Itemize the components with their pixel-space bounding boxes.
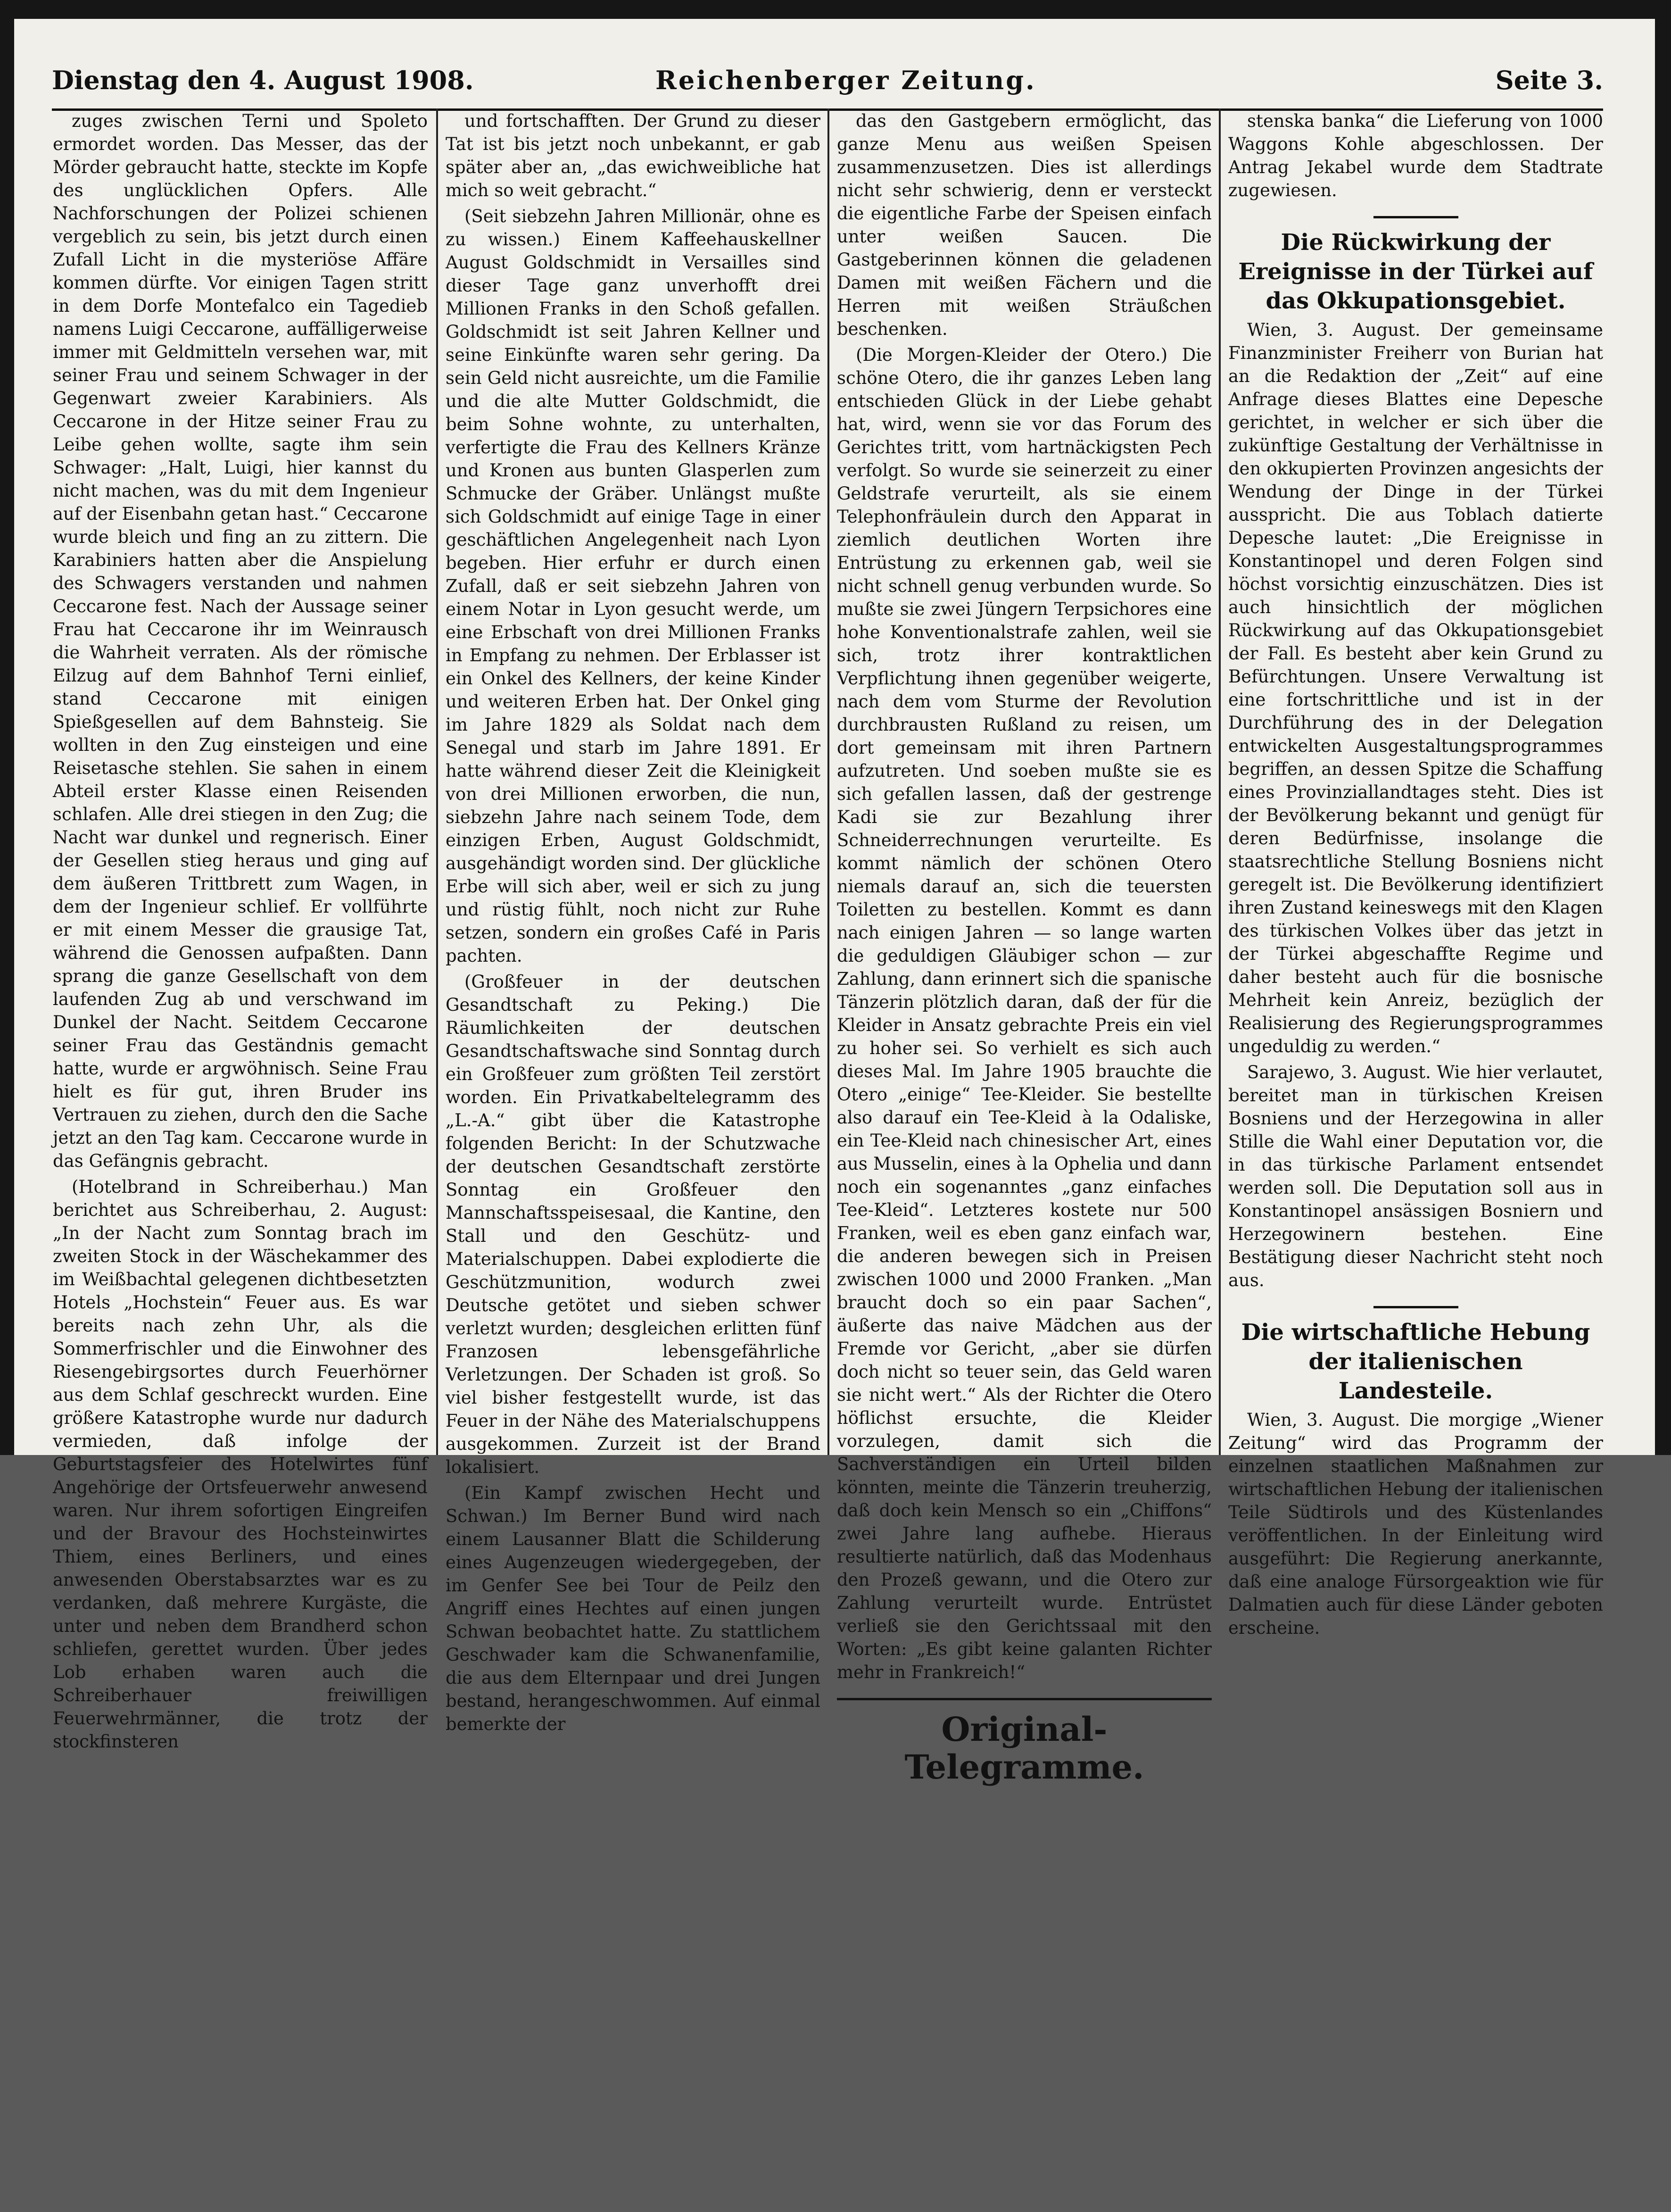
divider [1373, 216, 1458, 218]
article-paragraph: das den Gastgebern ermöglicht, das ganze Menu aus weißen Speisen zusammenzusetzen. Dies ist allerdings nicht sehr schwierig, denn er versteckt die eigentliche Farbe der Speisen einfach unter weißen Saucen. Die Gastgeberinnen können die geladenen Damen mit weißen Fächern und die Herren mit weißen Sträußchen beschenken. [837, 111, 1212, 339]
article-paragraph: (Hotelbrand in Schreiberhau.) Man berichtet aus Schreiberhau, 2. August: „In der Nacht zum Sonntag brach im zweiten Stock in der Wäschekammer des im Weißbachtal gelegenen dichtbesetzten Hotels „Hochstein“ Feuer aus. Es war bereits nach zehn Uhr, als die Sommerfrischler und die Einwohner des Riesengebirgsortes durch Feuerhörner aus dem Schlaf geschreckt wurden. Eine größere Katastrophe wurde nur dadurch vermieden, daß infolge der Geburtstagsfeier des Hotelwirtes fünf Angehörige der Ortsfeuerwehr anwesend waren. Nur ihrem sofortigen Eingreifen und der Bravour des Hochsteinwirtes Thiem, eines Berliners, und eines anwesenden Oberstabsarztes war es zu verdanken, daß mehrere Kurgäste, die unter und neben dem Brandherd schon schliefen, gerettet wurden. Über jedes Lob erhaben waren auch die Schreiberhauer freiwilligen Feuerwehrmänner, die trotz der stockfinsteren [53, 1177, 428, 1752]
article-paragraph: Wien, 3. August. Die morgige „Wiener Zeitung“ wird das Programm der einzelnen staatlichen Maßnahmen zur wirtschaftlichen Hebung der italienischen Teile Südtirols und des Küstenlandes veröffentlichen. In der Einleitung wird ausgeführt: Die Regierung anerkannte, daß eine analoge Fürsorgeaktion wie für Dalmatien auch für diese Länder geboten erscheine. [1228, 1410, 1603, 1638]
page-header [52, 57, 1603, 111]
article-paragraph: (Großfeuer in der deutschen Gesandtschaft zu Peking.) Die Räumlichkeiten der deutschen Gesandtschaftswache sind Sonntag durch ein Großfeuer zum größten Teil zerstört worden. Ein Privatkabeltelegramm des „L.-A.“ gibt über die Katastrophe folgenden Bericht: In der Schutzwache der deutschen Gesandtschaft zerstörte Sonntag ein Großfeuer den Mannschaftsspeisesaal, die Kantine, den Stall und den Geschütz- und Materialschuppen. Dabei explodierte die Geschützmunition, wodurch zwei Deutsche getötet und sieben schwer verletzt wurden; desgleichen erlitten fünf Franzosen lebensgefährliche Verletzungen. Der Schaden ist groß. So viel bisher festgestellt wurde, ist das Feuer in der Nähe des Materialschuppens ausgekommen. Zurzeit ist der Brand lokalisiert. [446, 972, 820, 1477]
section-heading-telegrams: Original-Telegramme. [837, 1698, 1212, 1786]
column-rule [436, 108, 438, 1455]
article-paragraph: Wien, 3. August. Der gemeinsame Finanzminister Freiherr von Burian hat an die Redaktion der „Zeit“ auf eine Anfrage dieses Blattes eine Depesche gerichtet, in welcher er sich über die zukünftige Gestaltung der Verhältnisse in den okkupierten Provinzen angesichts der Wendung der Dinge in der Türkei ausspricht. Die aus Toblach datierte Depesche lautet: „Die Ereignisse in Konstantinopel und deren Folgen sind höchst vorsichtig einzuschätzen. Dies ist auch hinsichtlich der möglichen Rückwirkung auf das Okkupationsgebiet der Fall. Es besteht aber kein Grund zu Befürchtungen. Unsere Verwaltung ist eine fortschrittliche und ist in der Durchführung des in der Delegation entwickelten Ausgestaltungsprogrammes begriffen, an dessen Spitze die Schaffung eines Provinziallandtages steht. Dies ist der Bevölkerung bekannt und genügt für deren Bedürfnisse, insolange die staatsrechtliche Stellung Bosniens nicht geregelt ist. Die Bevölkerung identifiziert ihren Zustand keineswegs mit den Klagen des türkischen Volkes über das jetzt in der Türkei abgeschaffte Regime und daher besteht auch für die bosnische Mehrheit kein Anreiz, bezüglich der Realisierung des Regierungsprogrammes ungeduldig zu werden.“ [1228, 320, 1603, 1056]
article-paragraph: (Die Morgen-Kleider der Otero.) Die schöne Otero, die ihr ganzes Leben lang entschieden Glück in der Liebe gehabt hat, wird, wenn sie vor das Forum des Gerichtes tritt, vom hartnäckigsten Pech verfolgt. So wurde sie seinerzeit zu einer Geldstrafe verurteilt, als sie einem Telephonfräulein durch den Apparat in ziemlich deutlichen Worten ihre Entrüstung zu erkennen gab, weil sie nicht schnell genug verbunden wurde. So mußte sie zwei Jüngern Terpsichores eine hohe Konventionalstrafe zahlen, weil sie sich, trotz ihrer kontraktlichen Verpflichtung ihnen gegenüber weigerte, nach dem vom Sturme der Revolution durchbrausten Rußland zu reisen, um dort gemeinsam mit ihren Partnern aufzutreten. Und soeben mußte sie es sich gefallen lassen, daß der gestrenge Kadi sie zur Bezahlung ihrer Schneiderrechnungen verurteilte. Es kommt nämlich der schönen Otero niemals darauf an, sich die teuersten Toiletten zu bestellen. Kommt es dann nach einigen Jahren — so lange warten die geduldigen Gläubiger schon — zur Zahlung, dann erinnert sich die spanische Tänzerin plötzlich daran, daß der für die Kleider in Ansatz gebrachte Preis ein viel zu hoher sei. So verhielt es sich auch dieses Mal. Im Jahre 1905 brauchte die Otero „einige“ Tee-Kleider. Sie bestellte also darauf ein Tee-Kleid à la Odaliske, ein Tee-Kleid nach chinesischer Art, eines aus Musselin, eines à la Ophelia und dann noch ein sogenanntes „ganz einfaches Tee-Kleid“. Letzteres kostete nur 500 Franken, weil es eben ganz einfach war, die anderen bewegen sich in Preisen zwischen 1000 und 2000 Franken. „Man braucht doch so ein paar Sachen“, äußerte das naive Mädchen aus der Fremde vor Gericht, „aber sie dürfen doch nicht so teuer sein, das Geld waren sie nicht wert.“ Als der Richter die Otero höflichst ersuchte, die Kleider vorzulegen, damit sich die Sachverständigen ein Urteil bilden könnten, meinte die Tänzerin treuherzig, daß doch kein Mensch so ein „Chiffons“ zwei Jahre lang aufhebe. Hieraus resultierte natürlich, daß das Modenhaus den Prozeß gewann, und die Otero zur Zahlung verurteilt wurde. Entrüstet verließ sie den Gerichtssaal mit den Worten: „Es gibt keine galanten Richter mehr in Frankreich!“ [837, 345, 1212, 1682]
article-paragraph: Sarajewo, 3. August. Wie hier verlautet, bereitet man in türkischen Kreisen Bosniens und der Herzegowina in aller Stille die Wahl einer Deputation vor, die in das türkische Parlament entsendet werden soll. Die Deputation soll aus in Konstantinopel ansässigen Bosniern und Herzegowinern bestehen. Eine Bestätigung dieser Nachricht steht noch aus. [1228, 1062, 1603, 1290]
column-4 [1228, 109, 1603, 1638]
column-rule [827, 108, 829, 1455]
column-3 [837, 109, 1212, 1787]
column-rule [1219, 108, 1221, 1455]
column-2 [446, 109, 820, 1734]
header-title: Reichenberger Zeitung. [655, 65, 1036, 95]
divider [1373, 1306, 1458, 1308]
header-page-number: Seite 3. [1495, 65, 1603, 95]
column-1 [53, 109, 428, 1752]
article-paragraph: (Seit siebzehn Jahren Millionär, ohne es zu wissen.) Einem Kaffeehauskellner August Goldschmidt in Versailles sind dieser Tage ganz unverhofft drei Millionen Franks in den Schoß gefallen. Goldschmidt ist seit Jahren Kellner und seine Einkünfte waren sehr gering. Da sein Geld nicht ausreichte, um die Familie und die alte Mutter Goldschmidt, die beim Sohne wohnte, zu unterhalten, verfertigte die Frau des Kellners Kränze und Kronen aus bunten Glasperlen zum Schmucke der Gräber. Unlängst mußte sich Goldschmidt auf einige Tage in einer geschäftlichen Angelegenheit nach Lyon begeben. Hier erfuhr er durch einen Zufall, daß er seit siebzehn Jahren von einem Notar in Lyon gesucht werde, um eine Erbschaft von drei Millionen Franks in Empfang zu nehmen. Der Erblasser ist ein Onkel des Kellners, der keine Kinder und weiteren Erben hat. Der Onkel ging im Jahre 1829 als Soldat nach dem Senegal und starb im Jahre 1891. Er hatte während dieser Zeit die Kleinigkeit von drei Millionen erworben, die nun, siebzehn Jahre nach seinem Tode, dem einzigen Erben, August Goldschmidt, ausgehändigt worden sind. Der glückliche Erbe will sich aber, weil er sich zu jung und rüstig fühlt, noch nicht zur Ruhe setzen, sondern ein großes Café in Paris pachten. [446, 206, 820, 966]
article-paragraph: stenska banka“ die Lieferung von 1000 Waggons Kohle abgeschlossen. Der Antrag Jekabel wurde dem Stadtrate zugewiesen. [1228, 111, 1603, 200]
article-paragraph: und fortschafften. Der Grund zu dieser Tat ist bis jetzt noch unbekannt, er gab später aber an, „das ewichweibliche hat mich so weit gebracht.“ [446, 111, 820, 200]
article-paragraph: (Ein Kampf zwischen Hecht und Schwan.) Im Berner Bund wird nach einem Lausanner Blatt die Schilderung eines Augenzeugen wiedergegeben, der im Genfer See bei Tour de Peilz den Angriff eines Hechtes auf einen jungen Schwan beobachtet hatte. Zu stattlichem Geschwader kam die Schwanenfamilie, die aus dem Elternpaar und drei Jungen bestand, herangeschwommen. Auf einmal bemerkte der [446, 1483, 820, 1734]
article-heading: Die Rückwirkung der Ereignisse in der Türkei auf das Okkupationsgebiet. [1238, 229, 1593, 314]
header-date: Dienstag den 4. August 1908. [52, 65, 474, 95]
article-heading: Die wirtschaftliche Hebung der italienischen Landesteile. [1241, 1319, 1590, 1404]
article-paragraph: zuges zwischen Terni und Spoleto ermordet worden. Das Messer, das der Mörder gebraucht hatte, steckte im Kopfe des unglücklichen Opfers. Alle Nachforschungen der Polizei schienen vergeblich zu sein, bis jetzt durch einen Zufall Licht in die mysteriöse Affäre kommen dürfte. Vor einigen Tagen stritt in dem Dorfe Montefalco ein Tagedieb namens Luigi Ceccarone, auffälligerweise immer mit Geldmitteln versehen war, mit seiner Frau und seinem Schwager in der Gegenwart zweier Karabiniers. Als Ceccarone in der Hitze seiner Frau zu Leibe gehen wollte, sagte ihm sein Schwager: „Halt, Luigi, hier kannst du nicht machen, was du mit dem Ingenieur auf der Eisenbahn getan hast.“ Ceccarone wurde bleich und fing an zu zittern. Die Karabiniers hatten aber die Anspielung des Schwagers verstanden und nahmen Ceccarone fest. Nach der Aussage seiner Frau hat Ceccarone ihr im Weinrausch die Wahrheit verraten. Als der römische Eilzug auf dem Bahnhof Terni einlief, stand Ceccarone mit einigen Spießgesellen auf dem Bahnsteig. Sie wollten in den Zug einsteigen und eine Reisetasche stehlen. Sie sahen in einem Abteil erster Klasse einen Reisenden schlafen. Alle drei stiegen in den Zug; die Nacht war dunkel und regnerisch. Einer der Gesellen stieg heraus und ging auf dem äußeren Trittbrett zum Wagen, in dem der Ingenieur schlief. Er vollführte er mit einem Messer die grausige Tat, während die Genossen aufpaßten. Dann sprang die ganze Gesellschaft von dem laufenden Zug ab und verschwand im Dunkel der Nacht. Seitdem Ceccarone seiner Frau das Geständnis gemacht hatte, wurde er argwöhnisch. Seine Frau hielt es für gut, ihren Bruder ins Vertrauen zu ziehen, durch den die Sache jetzt an den Tag kam. Ceccarone wurde in das Gefängnis gebracht. [53, 111, 428, 1171]
